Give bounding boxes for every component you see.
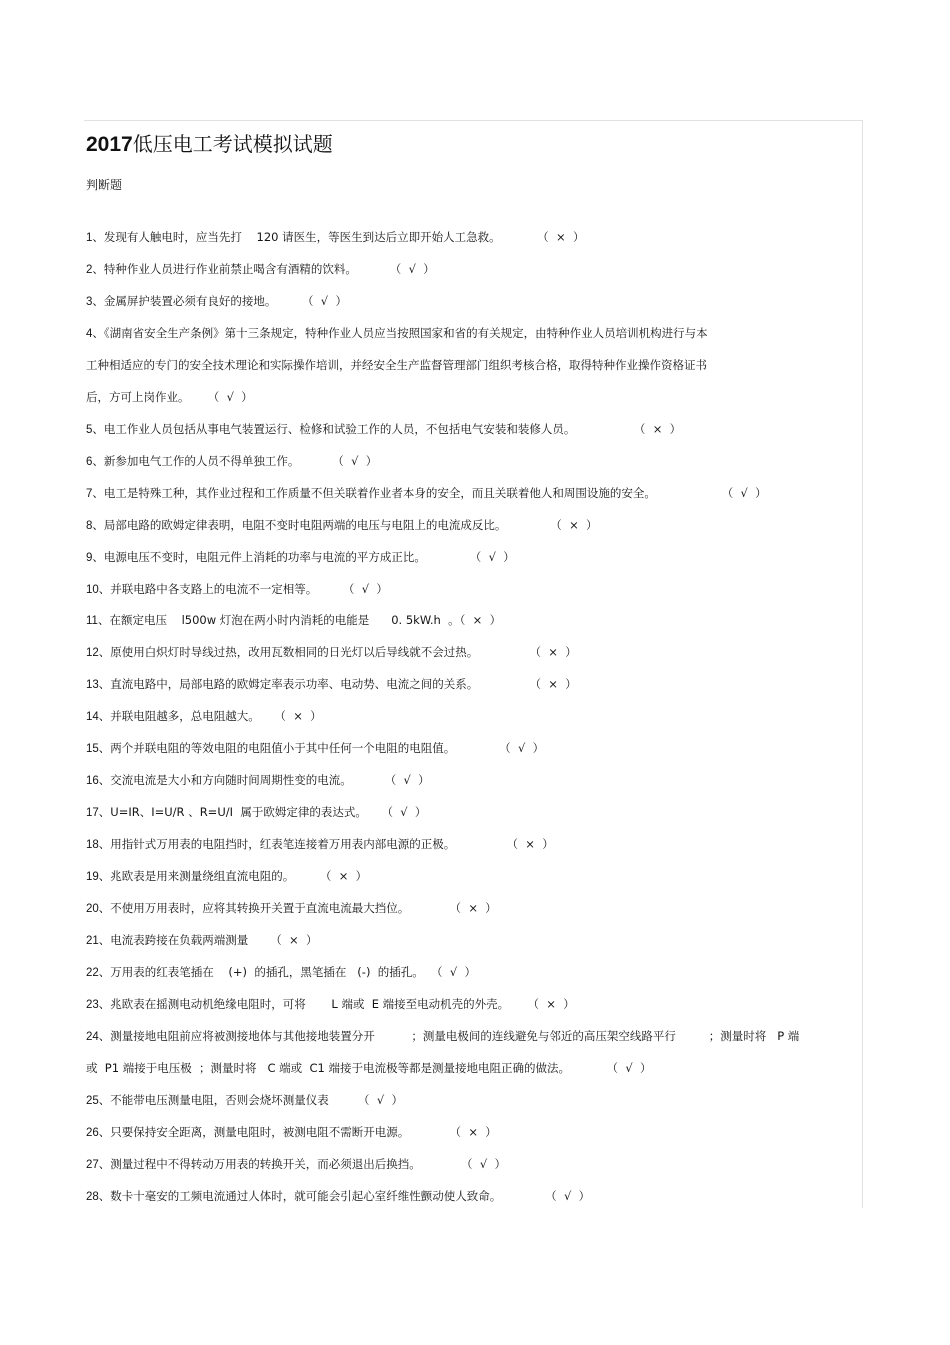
question-line xyxy=(86,739,544,757)
question-number: 24、 xyxy=(86,1030,111,1043)
question-line xyxy=(86,931,318,949)
question-text: 直流电路中，局部电路的欧姆定率表示功率、电动势、电流之间的关系。 （ × ） xyxy=(110,677,577,692)
question-text: 并联电路中各支路上的电流不一定相等。 （ √ ） xyxy=(110,581,388,596)
question-number: 14、 xyxy=(86,711,111,724)
question-text: 原使用白炽灯时导线过热，改用瓦数相同的日光灯以后导线就不会过热。 （ × ） xyxy=(110,645,577,660)
question-text: 发现有人触电时，应当先打 120 请医生，等医生到达后立即开始人工急救。 （ × ） xyxy=(103,230,585,244)
question-number: 28、 xyxy=(86,1190,111,1203)
question-line xyxy=(86,1027,799,1045)
question-number: 16、 xyxy=(86,775,111,788)
question-text: 测量过程中不得转动万用表的转换开关，而必须退出后换挡。 （ √ ） xyxy=(110,1156,506,1171)
question-number: 13、 xyxy=(86,679,111,692)
question-number: 20、 xyxy=(86,902,111,915)
question-text: 不能带电压测量电阻，否则会烧坏测量仪表 （ √ ） xyxy=(110,1092,403,1107)
question-text: 或 P1 端接于电压极 ；测量时将 C 端或 C1 端接于电流极等都是测量接地电阻正确的做法。 （ √ ） xyxy=(86,1060,652,1075)
question-text: 后，方可上岗作业。 （ √ ） xyxy=(86,389,253,404)
question-number: 21、 xyxy=(86,934,111,947)
question-line xyxy=(86,1123,497,1141)
question-number: 4、 xyxy=(86,327,104,340)
question-number: 11、 xyxy=(86,615,110,628)
question-number: 27、 xyxy=(86,1158,111,1171)
question-text: 《湖南省安全生产条例》第十三条规定，特种作业人员应当按照国家和省的有关规定，由特种作业人员培训机构进行与本 xyxy=(103,325,708,340)
question-text: 用指针式万用表的电阻挡时，红表笔连接着万用表内部电源的正极。 （ × ） xyxy=(110,837,554,851)
question-number: 1、 xyxy=(86,232,104,244)
question-line xyxy=(86,675,577,693)
question-line xyxy=(86,835,554,853)
question-number: 10、 xyxy=(86,583,111,596)
question-line xyxy=(86,867,367,885)
question-text: 不使用万用表时，应将其转换开关置于直流电流最大挡位。 （ × ） xyxy=(110,900,497,915)
question-text: 兆欧表在摇测电动机绝缘电阻时，可将 L 端或 E 端接至电动机壳的外壳。 （ × ） xyxy=(110,996,575,1011)
question-text: 两个并联电阻的等效电阻的电阻值小于其中任何一个电阻的电阻值。 （ √ ） xyxy=(110,741,545,756)
question-text: U=IR、I=U/R 、R=U/I 属于欧姆定律的表达式。 （ √ ） xyxy=(110,805,427,820)
question-line xyxy=(86,516,598,534)
question-text: 电工作业人员包括从事电气装置运行、检修和试验工作的人员，不包括电气安装和装修人员。 （ × ） xyxy=(103,421,682,436)
question-number: 22、 xyxy=(86,966,111,979)
question-line xyxy=(86,899,497,917)
question-text: 金属屏护装置必须有良好的接地。 （ √ ） xyxy=(103,293,347,308)
question-number: 26、 xyxy=(86,1126,111,1139)
question-text: 并联电阻越多，总电阻越大。 （ × ） xyxy=(110,709,322,724)
section-label: 判断题 xyxy=(86,178,123,192)
question-number: 5、 xyxy=(86,423,104,436)
question-line xyxy=(86,356,707,374)
title-year: 2017 xyxy=(86,133,133,156)
question-text: 万用表的红表笔插在 (+) 的插孔，黑笔插在 (-) 的插孔。 （ √ ） xyxy=(110,964,476,979)
question-line xyxy=(86,260,435,278)
question-text: 在额定电压 l500w 灯泡在两小时内消耗的电能是 0. 5kW.h 。（ × ） xyxy=(109,613,502,628)
question-line xyxy=(86,611,501,629)
question-number: 15、 xyxy=(86,743,111,756)
question-line xyxy=(86,963,476,981)
question-line xyxy=(86,420,681,438)
question-text: 局部电路的欧姆定律表明，电阻不变时电阻两端的电压与电阻上的电流成反比。 （ × ） xyxy=(103,517,598,532)
question-line xyxy=(86,643,577,661)
question-number: 23、 xyxy=(86,998,111,1011)
question-number: 8、 xyxy=(86,519,104,532)
question-number: 9、 xyxy=(86,551,104,564)
question-text: 数卡十毫安的工频电流通过人体时，就可能会引起心室纤维性颤动使人致命。 （ √ ） xyxy=(110,1188,591,1203)
question-text: 工种相适应的专门的安全技术理论和实际操作培训，并经安全生产监督管理部门组织考核合格，取得特种作业操作资格证书 xyxy=(86,357,707,372)
question-line xyxy=(86,548,515,566)
question-text: 电源电压不变时，电阻元件上消耗的功率与电流的平方成正比。 （ √ ） xyxy=(103,549,515,564)
question-line xyxy=(86,228,584,246)
question-text: 只要保持安全距离，测量电阻时，被测电阻不需断开电源。 （ × ） xyxy=(110,1124,497,1139)
question-number: 6、 xyxy=(86,455,104,468)
question-line xyxy=(86,707,322,725)
question-line xyxy=(86,1059,652,1077)
document-title xyxy=(86,130,333,159)
question-number: 19、 xyxy=(86,871,111,883)
question-line xyxy=(86,771,430,789)
question-line xyxy=(86,803,426,821)
question-text: 新参加电气工作的人员不得单独工作。 （ √ ） xyxy=(103,453,378,468)
question-text: 测量接地电阻前应将被测接地体与其他接地装置分开 ；测量电极间的连线避免与邻近的高压架空线路平行 ；测量时将 P 端 xyxy=(110,1028,800,1043)
question-line xyxy=(86,452,377,470)
question-number: 12、 xyxy=(86,647,111,660)
question-text: 电工是特殊工种，其作业过程和工作质量不但关联着作业者本身的安全，而且关联着他人和周围设施的安全。 （ √ ） xyxy=(103,485,767,500)
title-text: 低压电工考试模拟试题 xyxy=(132,132,333,156)
question-line xyxy=(86,1155,506,1173)
question-number: 25、 xyxy=(86,1094,111,1107)
question-number: 3、 xyxy=(86,295,104,308)
question-line xyxy=(86,388,253,406)
question-text: 交流电流是大小和方向随时间周期性变的电流。 （ √ ） xyxy=(110,773,430,788)
question-number: 17、 xyxy=(86,807,111,820)
question-line xyxy=(86,484,767,502)
question-number: 7、 xyxy=(86,487,104,500)
question-line xyxy=(86,1187,590,1205)
question-line xyxy=(86,292,347,310)
question-text: 电流表跨接在负载两端测量 （ × ） xyxy=(110,932,318,947)
question-line xyxy=(86,995,575,1013)
question-text: 特种作业人员进行作业前禁止喝含有酒精的饮料。 （ √ ） xyxy=(103,261,435,276)
question-text: 兆欧表是用来测量绕组直流电阻的。 （ × ） xyxy=(110,869,368,883)
question-line xyxy=(86,324,708,342)
question-line xyxy=(86,1091,403,1109)
question-line xyxy=(86,580,388,598)
question-number: 18、 xyxy=(86,839,111,851)
question-number: 2、 xyxy=(86,263,104,276)
